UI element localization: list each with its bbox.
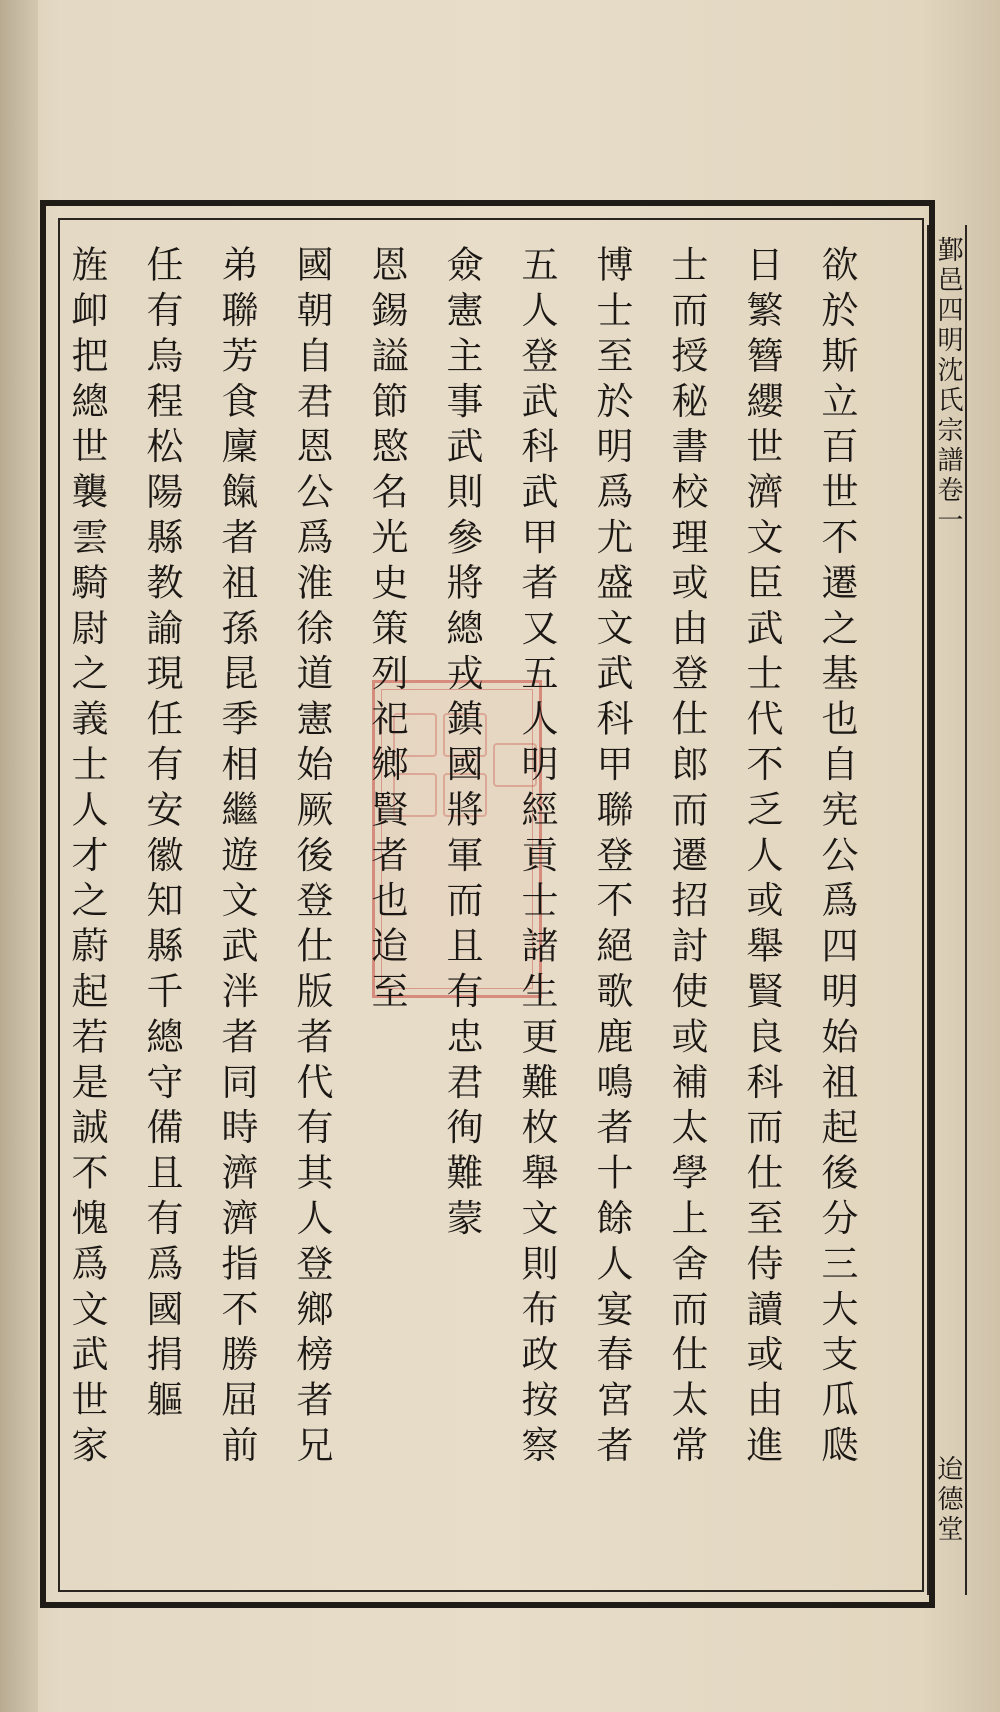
- volume-number: 卷一: [933, 476, 963, 536]
- text-column: 弟聯芳食廩餼者祖孫昆季相繼遊文武泮者同時濟濟指不勝屈前: [215, 245, 258, 1471]
- text-column: 士而授秘書校理或由登仕郎而遷招討使或補太學上舍而仕太常: [665, 245, 708, 1471]
- text-column: 日繁簪纓世濟文臣武士代不乏人或舉賢良科而仕至侍讀或由進: [740, 245, 783, 1471]
- page-fold-shadow: [0, 0, 38, 1712]
- text-column: 國朝自君恩公爲淮徐道憲始厥後登仕版者代有其人登鄉榜者兄: [290, 245, 333, 1471]
- text-column: 任有烏程松陽縣教諭現任有安徽知縣千總守備且有爲國捐軀: [140, 245, 183, 1426]
- text-column: 五人登武科武甲者又五人明經貢士諸生更難枚舉文則布政按察: [515, 245, 558, 1471]
- text-column: 僉憲主事武則參將總戎鎮國將軍而且有忠君徇難蒙: [440, 245, 483, 1244]
- margin-book-title: [930, 236, 967, 536]
- text-column: 博士至於明爲尤盛文武科甲聯登不絕歌鹿鳴者十餘人宴春宮者: [590, 245, 633, 1471]
- text-column: 恩錫謚節愍名光史策列祀鄉賢者也迨至: [365, 245, 408, 1017]
- hall-name: 迨德堂: [933, 1455, 963, 1545]
- text-column: 欲於斯立百世不遷之基也自宪公爲四明始祖起後分三大支瓜瓞: [815, 245, 858, 1471]
- text-column: 旌卹把總世襲雲騎尉之義士人才之蔚起若是誠不愧爲文武世家: [65, 245, 108, 1471]
- book-title: 鄞邑四明沈氏宗譜: [933, 236, 963, 476]
